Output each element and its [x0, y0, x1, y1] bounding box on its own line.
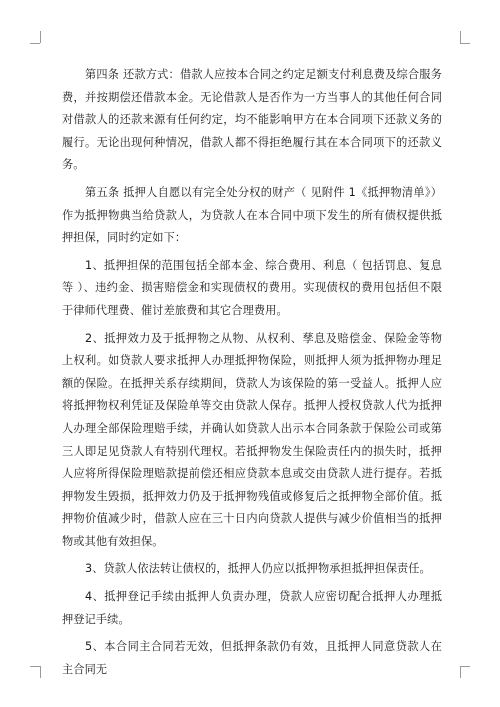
- paragraph-article-4: 第四条 还款方式：借款人应按本合同之约定足额支付利息费及综合服务费，并按期偿还借款本金。无论借款人是否作为一方当事人的其他任何合同对借款人的还款来源有任何约定，均不能影响甲方在本合同项下还款义务的履行。无论出现何种情况，借款人都不得拒绝履行其在本合同项下的还款义务。: [62, 68, 442, 172]
- crop-mark-top-right-h: [460, 43, 470, 44]
- paragraph-clause-2: 2、抵押效力及于抵押物之从物、从权利、孳息及赔偿金、保险金等物上权利。如贷款人要求抵押人办理抵押物保险，则抵押人须为抵押物办理足额的保险。在抵押关系存续期间，贷款人为该保险的第一受益人。抵押人应将抵押物权利凭证及保险单等交由贷款人保存。抵押人授权贷款人代为抵押人办理全部保险理赔手续，并确认如贷款人出示本合同条款于保险公司或第三人即足见贷款人有特别代理权。若抵押物发生保险责任内的损失时，抵押人应将所得保险理赔款提前偿还相应贷款本息或交由贷款人进行提存。若抵押物发生毁损，抵押效力仍及于抵押物残值或修复后之抵押物全部价值。抵押物价值减少时，借款人应在三十日内向贷款人提供与减少价值相当的抵押物或其他有效担保。: [62, 331, 442, 548]
- paragraph-article-5: 第五条 抵押人自愿以有完全处分权的财产（ 见附件 1《抵押物清单》）作为抵押物典当给贷款人，为贷款人在本合同中项下发生的所有债权提供抵押担保，同时约定如下：: [62, 185, 442, 245]
- crop-mark-bottom-right-v: [460, 666, 461, 678]
- paragraph-clause-4: 4、抵押登记手续由抵押人负责办理，贷款人应密切配合抵押人办理抵押登记手续。: [62, 590, 442, 626]
- paragraph-clause-5: 5、本合同主合同若无效，但抵押条款仍有效，且抵押人同意贷款人在主合同无: [62, 640, 442, 676]
- crop-mark-bottom-left-v: [40, 666, 41, 678]
- crop-mark-top-right-v: [460, 31, 461, 43]
- crop-mark-top-left-v: [40, 31, 41, 43]
- crop-mark-bottom-right-h: [460, 666, 470, 667]
- paragraph-clause-3: 3、贷款人依法转让债权的，抵押人仍应以抵押物承担抵押担保责任。: [85, 562, 431, 576]
- paragraph-clause-1: 1、抵押担保的范围包括全部本金、综合费用、利息（ 包括罚息、复息等 ）、违约金、损害赔偿金和实现债权的费用。实现债权的费用包括但不限于律师代理费、催讨差旅费和其它合理费用。: [62, 258, 442, 317]
- crop-mark-bottom-left-h: [30, 666, 40, 667]
- document-body: [62, 64, 442, 681]
- crop-mark-top-left-h: [30, 43, 40, 44]
